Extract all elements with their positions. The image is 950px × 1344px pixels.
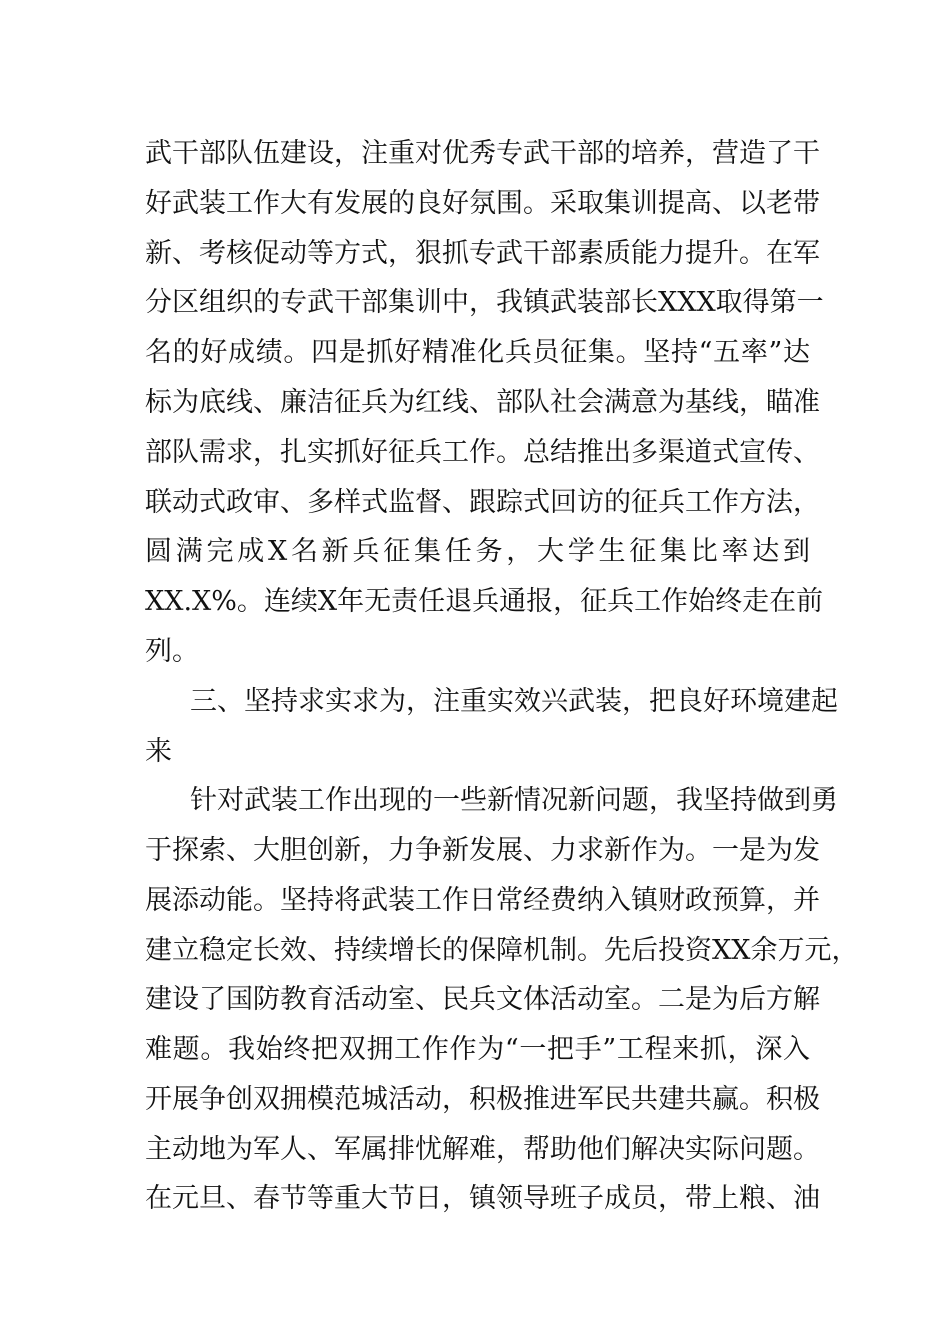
text-line: XX.X%。连续X年无责任退兵通报，征兵工作始终走在前	[145, 586, 824, 617]
text-line: 针对武装工作出现的一些新情况新问题，我坚持做到勇	[190, 785, 838, 816]
text-line: 列。	[145, 636, 199, 667]
section-heading-continued: 来	[145, 736, 172, 767]
text-line: 于探索、大胆创新，力争新发展、力求新作为。一是为发	[145, 835, 820, 866]
text-line: 部队需求，扎实抓好征兵工作。总结推出多渠道式宣传、	[145, 437, 820, 468]
text-line: 展添动能。坚持将武装工作日常经费纳入镇财政预算，并	[145, 885, 820, 916]
text-line: 建立稳定长效、持续增长的保障机制。先后投资XX余万元，	[145, 935, 859, 966]
text-line: 主动地为军人、军属排忧解难，帮助他们解决实际问题。	[145, 1134, 820, 1165]
text-line: 分区组织的专武干部集训中，我镇武装部长XXX取得第一	[145, 287, 824, 318]
text-line: 名的好成绩。四是抓好精准化兵员征集。坚持“五率”达	[145, 337, 810, 368]
text-line: 在元旦、春节等重大节日，镇领导班子成员，带上粮、油	[145, 1183, 820, 1214]
text-line: 武干部队伍建设，注重对优秀专武干部的培养，营造了干	[145, 138, 820, 169]
text-line: 好武装工作大有发展的良好氛围。采取集训提高、以老带	[145, 188, 820, 219]
section-heading: 三、坚持求实求为，注重实效兴武装，把良好环境建起	[190, 686, 838, 717]
text-line: 新、考核促动等方式，狠抓专武干部素质能力提升。在军	[145, 238, 820, 269]
text-line: 开展争创双拥模范城活动，积极推进军民共建共赢。积极	[145, 1084, 820, 1115]
text-line: 标为底线、廉洁征兵为红线、部队社会满意为基线，瞄准	[145, 387, 820, 418]
text-line: 难题。我始终把双拥工作作为“一把手”工程来抓，深入	[145, 1034, 810, 1065]
text-line: 建设了国防教育活动室、民兵文体活动室。二是为后方解	[145, 984, 820, 1015]
text-line: 圆满完成X名新兵征集任务，大学生征集比率达到	[145, 536, 810, 567]
text-line: 联动式政审、多样式监督、跟踪式回访的征兵工作方法，	[145, 487, 820, 518]
